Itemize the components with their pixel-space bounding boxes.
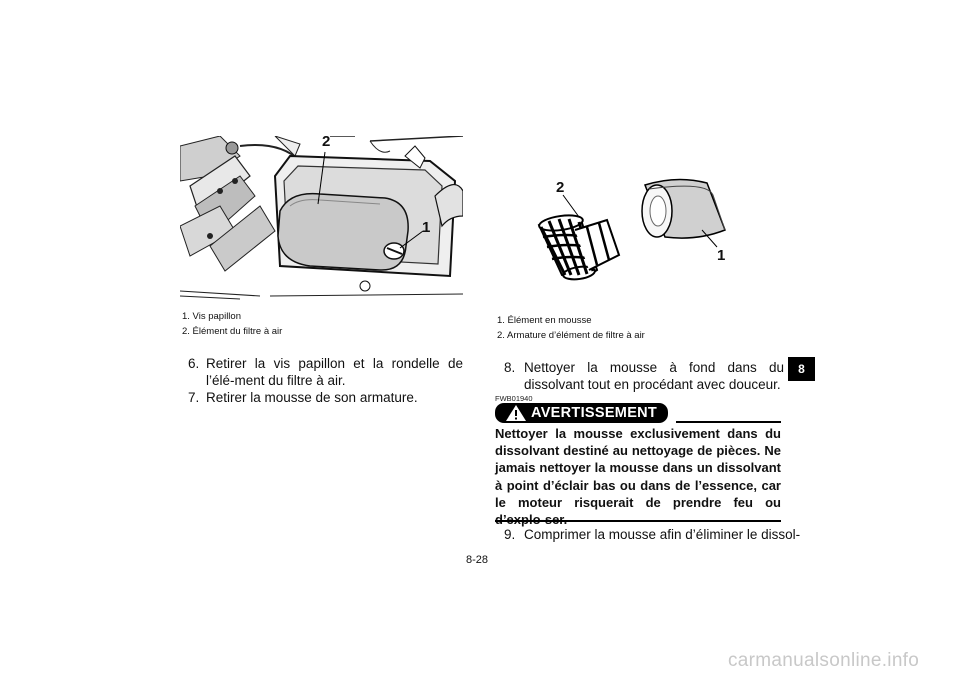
step-number: 8.: [504, 360, 516, 375]
step-9: [504, 526, 801, 543]
callout-1: 1: [717, 247, 726, 264]
warning-badge: [495, 403, 668, 423]
page-number: 8-28: [466, 554, 489, 566]
warning-bottom-rule: [495, 520, 781, 522]
warning-label: AVERTISSEMENT: [531, 405, 658, 421]
air-filter-box-illustration: [180, 133, 463, 303]
step-text: Nettoyer la mousse à fond dans du dissolvant tout en procédant avec douceur.: [524, 360, 784, 392]
right-figure-captions: [497, 313, 645, 343]
step-8: [504, 359, 782, 393]
callout-1: 1: [422, 219, 431, 236]
warning-code: FWB01940: [495, 394, 533, 403]
step-7: [188, 389, 463, 406]
caption-item: 2. Élément du filtre à air: [182, 326, 283, 337]
step-text: Retirer la mousse de son armature.: [206, 390, 418, 405]
step-text: Comprimer la mousse afin d’éliminer le dissol-: [524, 527, 801, 542]
step-6: [188, 355, 463, 389]
warning-triangle-icon: [505, 404, 527, 422]
foam-element-illustration: [527, 175, 747, 285]
warning-top-rule: [676, 421, 781, 423]
step-number: 7.: [188, 390, 200, 405]
watermark: carmanualsonline.info: [728, 650, 920, 671]
section-tab: 8: [788, 357, 815, 381]
warning-text: Nettoyer la mousse exclusivement dans du dissolvant destiné au nettoyage de pièces. Ne jamais nettoyer la mousse dans un dissolvant à point d’éclair bas ou dans de l’essence, car le moteur risquerait de prendre feu ou: [495, 426, 781, 510]
caption-item: 1. Vis papillon: [182, 311, 241, 322]
step-number: 9.: [504, 527, 516, 542]
step-text: Retirer la vis papillon et la rondelle de l’élé-ment du filtre à air.: [206, 356, 463, 388]
caption-item: 1. Élément en mousse: [497, 315, 592, 326]
callout-2: 2: [322, 133, 331, 150]
left-figure-captions: [182, 309, 282, 339]
step-number: 6.: [188, 356, 200, 371]
callout-2: 2: [556, 179, 565, 196]
caption-item: 2. Armature d’élément de filtre à air: [497, 330, 645, 341]
